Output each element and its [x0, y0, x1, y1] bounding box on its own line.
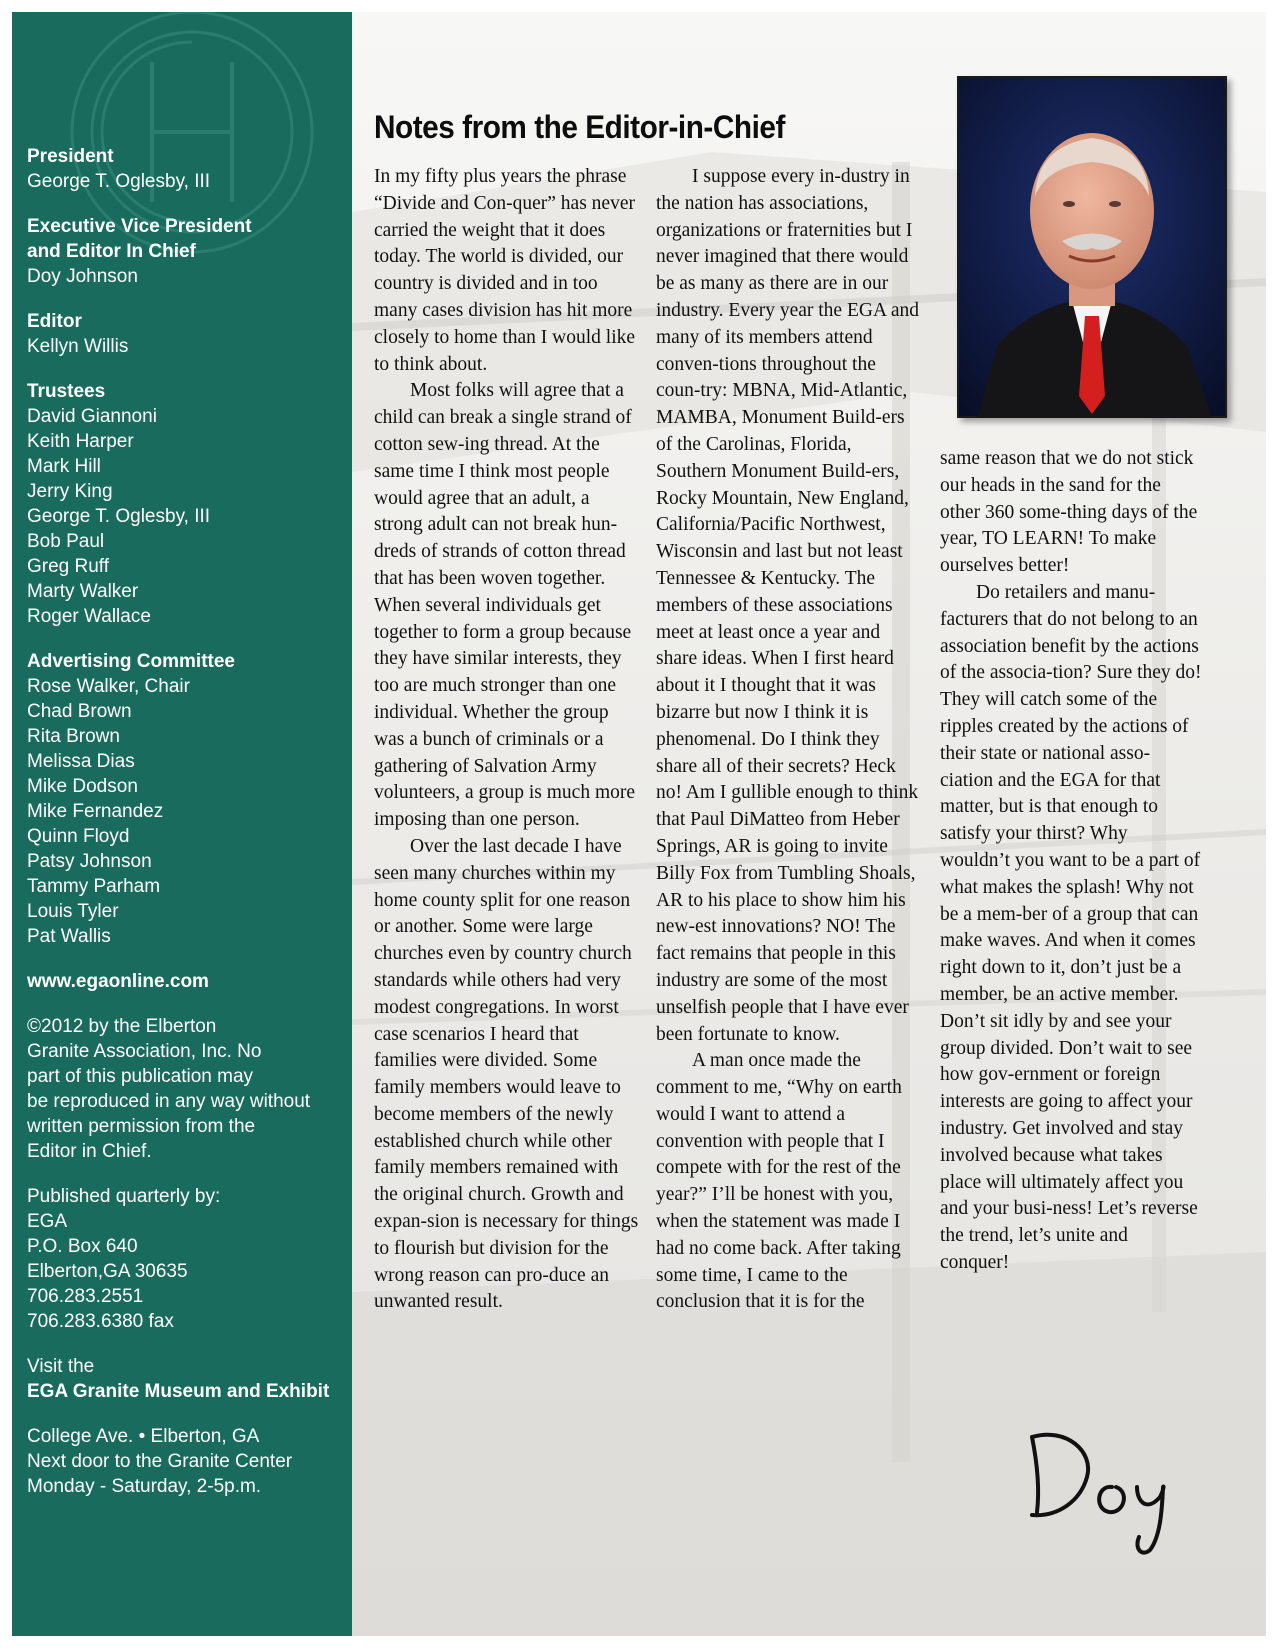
masthead-heading: Editor — [27, 311, 82, 332]
visit-label: Visit the — [27, 1356, 95, 1377]
paragraph: I suppose every in-dustry in the nation has associations, organizations or fraternities but I never imagined that there would be as many as there are in our industry. Every year the EGA and many of its members attend conven-tions throughout the coun-try: MBNA, Mid-Atlantic, MAMBA, Monument Build-ers of the Carolinas, Florida, Southern Monument Build-ers, Rocky Mountain, New England, California/Pacific Northwest, Wisconsin and last but not least Tennessee & Kentucky. The members of these associations meet at least once a year and share ideas. When I first heard about it I thought that it was bizarre but now I think it is phenomenal. Do I think they share all of their secrets? Heck no! Am I gullible enough to think that Paul DiMatteo from Heber Springs, AR is going to invite Billy Fox from Tumbling Shoals, AR to his place to show him his new-est innovations? NO! The fact remains that people in this industry are some of the most unselfish people that I have ever been fortunate to know. — [656, 166, 919, 1045]
publisher-line: Elberton,GA 30635 — [27, 1261, 188, 1282]
museum-info-line: Next door to the Granite Center — [27, 1451, 293, 1472]
trustee-name: George T. Oglesby, III — [27, 506, 211, 527]
masthead-heading: President — [27, 146, 114, 167]
trustee-name: David Giannoni — [27, 406, 157, 427]
copyright-line: be reproduced in any way without — [27, 1091, 311, 1112]
committee-name: Mike Dodson — [27, 776, 138, 797]
committee-name: Melissa Dias — [27, 751, 135, 772]
publisher-line: 706.283.2551 — [27, 1286, 144, 1307]
trustee-name: Keith Harper — [27, 431, 134, 452]
article-title: Notes from the Editor-in-Chief — [374, 109, 785, 145]
masthead-heading: and Editor In Chief — [27, 241, 196, 262]
copyright-line: Granite Association, Inc. No — [27, 1041, 262, 1062]
copyright-line: Editor in Chief. — [27, 1141, 152, 1162]
paragraph: Over the last decade I have seen many churches within my home county split for one reason or another. Some were large churches even by country church standards while others had very modest congregations. In worst case scenarios I heard that families were divided. Some family members would leave to become members of the newly established church while other family members remained with the original church. Growth and expan-sion is necessary for things to flourish but division for the wrong reason can pro-duce an unwanted result. — [374, 835, 639, 1313]
masthead — [27, 144, 347, 1499]
paragraph: Most folks will agree that a child can break a single strand of cotton sew-ing thread. At the same time I think most people would agree that an adult, a strong adult can not break hun-dreds of strands of cotton thread that has been woven together. When several individuals get together to form a group because they have similar interests, they too are much stronger than one individual. Whether the group was a bunch of criminals or a gathering of Salvation Army volunteers, a group is much more imposing than one person. — [374, 380, 636, 831]
committee-name: Louis Tyler — [27, 901, 119, 922]
masthead-heading: Executive Vice President — [27, 216, 252, 237]
website-link[interactable]: www.egaonline.com — [27, 971, 209, 992]
article-column-2 — [656, 164, 919, 1316]
trustee-name: Bob Paul — [27, 531, 105, 552]
trustee-name: Roger Wallace — [27, 606, 151, 627]
page — [12, 12, 1266, 1636]
article-column-1 — [374, 164, 639, 1316]
trustee-name: Mark Hill — [27, 456, 101, 477]
museum-name: EGA Granite Museum and Exhibit — [27, 1381, 330, 1402]
museum-info-line: Monday - Saturday, 2-5p.m. — [27, 1476, 262, 1497]
museum-info-line: College Ave. • Elberton, GA — [27, 1426, 260, 1447]
committee-name: Tammy Parham — [27, 876, 161, 897]
committee-name: Pat Wallis — [27, 926, 111, 947]
publisher-line: 706.283.6380 fax — [27, 1311, 174, 1332]
masthead-name: Kellyn Willis — [27, 336, 129, 357]
paragraph: A man once made the comment to me, “Why on earth would I want to attend a convention with people that I compete with for the rest of the year?” I’ll be honest with you, when the statement was made I had no come back. After taking some time, I came to the conclusion that it is for the — [656, 1050, 902, 1313]
paragraph: In my fifty plus years the phrase “Divide and Con-quer” has never carried the weight that it does today. The world is divided, our country is divided and in too many cases division has hit more closely to home than I would like to think about. — [374, 166, 636, 375]
editor-signature — [1012, 1417, 1202, 1557]
copyright-line: ©2012 by the Elberton — [27, 1016, 217, 1037]
masthead-heading: Trustees — [27, 381, 106, 402]
committee-name: Rita Brown — [27, 726, 120, 747]
committee-name: Patsy Johnson — [27, 851, 152, 872]
committee-name: Quinn Floyd — [27, 826, 130, 847]
trustee-name: Greg Ruff — [27, 556, 110, 577]
paragraph: same reason that we do not stick our heads in the sand for the other 360 some-thing days of the year, TO LEARN! To make ourselves better! — [940, 448, 1198, 577]
paragraph: Do retailers and manu-facturers that do not belong to an association benefit by the actions of the associa-tion? Sure they do! They will catch some of the ripples created by the actions of their state or national asso-ciation and the EGA for that matter, but is that enough to satisfy your thirst? Why wouldn’t you want to be a part of what makes the splash! Why not be a mem-ber of a group that can make waves. And when it comes right down to it, don’t just be a member, be an active member. Don’t sit idly by and see your group divided. Don’t wait to see how gov-ernment or foreign interests are going to affect your industry. Get involved and stay involved because what takes place will ultimately affect you and your busi-ness! Let’s reverse the trend, let’s unite and conquer! — [940, 581, 1202, 1273]
editor-portrait-photo — [957, 76, 1227, 418]
sidebar — [12, 12, 352, 1636]
article-column-3 — [940, 446, 1202, 1277]
publisher-line: P.O. Box 640 — [27, 1236, 138, 1257]
copyright-line: written permission from the — [27, 1116, 256, 1137]
committee-name: Mike Fernandez — [27, 801, 164, 822]
masthead-heading: Advertising Committee — [27, 651, 235, 672]
trustee-name: Marty Walker — [27, 581, 139, 602]
publisher-line: Published quarterly by: — [27, 1186, 221, 1207]
masthead-name: Doy Johnson — [27, 266, 138, 287]
copyright-line: part of this publication may — [27, 1066, 254, 1087]
committee-name: Chad Brown — [27, 701, 132, 722]
committee-name: Rose Walker, Chair — [27, 676, 190, 697]
masthead-name: George T. Oglesby, III — [27, 171, 211, 192]
trustee-name: Jerry King — [27, 481, 113, 502]
publisher-line: EGA — [27, 1211, 68, 1232]
